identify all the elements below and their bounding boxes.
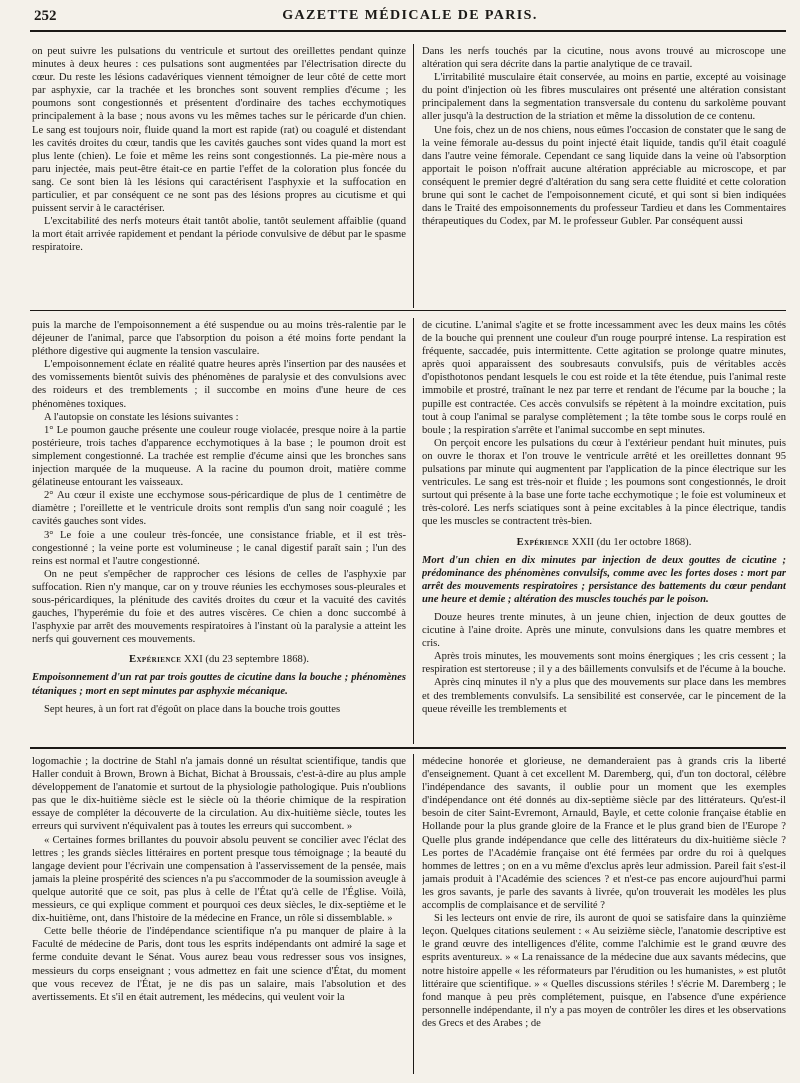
paragraph: logomachie ; la doctrine de Stahl n'a jamais donné un résultat scientifique, tandis que Haller conduit à Brown, Brown à Bichat, Bichat à Broussais, c'est-à-dire au plus ample développement de l'anatomie et surtout de la physiologie pathologique. Puis n'oublions pas que le dix-huitième siècle est le siècle où la théorie chimique de la respiration essaye de compléter la découverte de la circulation. Au dix-huitième siècle, toutes les erreurs qui survivent n'équivalent pas à toutes les erreurs qui succombent. » bbox=[32, 756, 406, 833]
paragraph: 1° Le poumon gauche présente une couleur rouge violacée, presque noire à la partie postérieure, trois taches d'apparence ecchymotiques à la base ; le poumon droit est simplement congestionné. La trachée est remplie d'écume ainsi que les bronches sans injection marquée de la muqueuse. A la racine du poumon droit, matière comme gélatineuse entourant les vaisseaux. bbox=[32, 424, 406, 489]
page-number: 252 bbox=[34, 8, 57, 24]
bottom-right-column bbox=[422, 755, 786, 1075]
paragraph: L'excitabilité des nerfs moteurs était tantôt abolie, tantôt seulement affaiblie (quand la mort était arrivée rapidement et pendant la période convulsive de début par le spasme respiratoire. bbox=[32, 216, 406, 254]
paragraph: Cette belle théorie de l'indépendance scientifique n'a pu manquer de plaire à la Faculté de médecine de Paris, dont tous les esprits indépendants ont admiré la sage et ferme conduite devant le Sénat. Vous aurez beau vous redresser sous vos insignes, messieurs du corps enseignant ; vous admettez en fait une science d'État, du moment que vous recevez de l'État, je ne dis pas un salaire, mais l'absolution et des avertissements. Et s'il en était autrement, les médecins, qui veulent voir la bbox=[32, 926, 406, 1003]
paragraph: Sept heures, à un fort rat d'égoût on place dans la bouche trois gouttes bbox=[44, 703, 341, 715]
paragraph: 3° Le foie a une couleur très-foncée, une consistance friable, et il est très-congestionné ; la veine porte est volumineuse ; le canal digestif paraît sain ; l'un des reins est normal et l'autre congestionné. bbox=[32, 529, 406, 567]
paragraph: Une fois, chez un de nos chiens, nous eûmes l'occasion de constater que le sang de la veine fémorale au-dessus du point injecté était liquide, tandis qu'il était coagulé dans l'autre veine fémorale. Cependant ce sang liquide dans la veine où l'absorption apportait le poison n'offrait aucune altération appréciable au microscope, et par conséquent le premier degré d'altération du sang sera cette fluidité et cette coloration brune qui sont le cachet de l'empoisonnement cicuté, et qui sont si bien indiquées dans le Traité des empoisonnements du professeur Tardieu et dans les Commentaires thérapeutiques du Codex, par M. le professeur Gubler. Par conséquent aussi bbox=[422, 124, 786, 228]
paragraph: 2° Au cœur il existe une ecchymose sous-péricardique de plus de 1 centimètre de diamètre ; l'oreillette et le ventricule droits sont remplis d'un sang noir coagulé ; les cavités gauches sont vides. bbox=[32, 490, 406, 528]
experiment-label: Expérience bbox=[516, 536, 569, 548]
column-divider-top bbox=[413, 44, 414, 308]
paragraph: puis la marche de l'empoisonnement a été suspendue ou au moins très-ralentie par le déjeuner de l'animal, parce que l'absorption du poison a été moins forte pendant la pléthore digestive qui augmente la tension vasculaire. bbox=[32, 320, 406, 358]
middle-right-column bbox=[422, 319, 786, 743]
experiment-title: Empoisonnement d'un rat par trois gouttes de cicutine dans la bouche ; phénomènes tétaniques ; mort en sept minutes par asphyxie mécanique. bbox=[32, 672, 406, 697]
experiment-number: XXII (du 1er octobre 1868). bbox=[571, 536, 692, 548]
paragraph: On perçoit encore les pulsations du cœur à l'extérieur pendant huit minutes, puis on ouvre le thorax et l'on trouve le ventricule arrêté et les oreillettes donnant 95 pulsations par minute qui augmentent par l'application de la pince électrique sur les ventricules. Le sang est très-noir et fluide ; les poumons sont congestionnés, le droit surtout qui présente à la base une forte tache ecchymotique ; le foie est volumineux et très-coloré. Les nerfs sciatiques sont à peine excitables à la pince électrique, tandis que les muscles se contractent très-bien. bbox=[422, 437, 786, 528]
paragraph: L'empoisonnement éclate en réalité quatre heures après l'insertion par des nausées et des vomissements bientôt suivis des phénomènes de paralysie et des convulsions avec des roideurs et des tremblements ; il succombe en moins d'une heure de ces phénomènes toxiques. bbox=[32, 359, 406, 410]
journal-title: GAZETTE MÉDICALE DE PARIS. bbox=[282, 8, 538, 23]
paragraph: médecine honorée et glorieuse, ne demanderaient pas à grands cris la liberté d'enseignement. Quant à cet excellent M. Daremberg, qui, d'un ton doctoral, célèbre l'indépendance des savants, il oublie pour un moment que les exemples d'indépendance ont été donnés au dix-septième siècle par des littérateurs. Qu'est-il besoin de citer Saint-Evremont, Arnauld, Bayle, et cette colonie française établie en Hollande pour la plus grande gloire de la France et le plus grand bien de l'Europe ? Quelle plus grande indépendance que celle des littérateurs du dix-huitième siècle ? Les portes de l'Académie française ont été fermées par ordre du roi à quelques hommes de lettres ; on en a vu même d'exclus après leur admission. Pareil fait s'est-il jamais produit à l'Académie des sciences ? et n'est-ce pas encore aujourd'hui parmi les gros savants, je parle des savants à livrée, qu'on trouverait les modèles les plus accomplis de complaisance et de servilité ? bbox=[422, 756, 786, 912]
paragraph: Douze heures trente minutes, à un jeune chien, injection de deux gouttes de cicutine à l'aine droite. Après une minute, convulsions dans les quatre membres et cris. bbox=[422, 611, 786, 650]
column-divider-middle bbox=[413, 318, 414, 744]
experiment-title: Mort d'un chien en dix minutes par injection de deux gouttes de cicutine ; prédominance des phénomènes convulsifs, comme avec les fortes doses : mort par arrêt des mouvements respiratoires ; persistance des battements du cœur pendant une heure et demie ; altération des muscles touchés par le poison. bbox=[422, 554, 786, 605]
paragraph: de cicutine. L'animal s'agite et se frotte incessamment avec les deux mains les côtés de la bouche qui prennent une couleur d'un rouge pourpré intense. La respiration est fréquente, saccadée, puis intermittente. Cette agitation se prolonge quatre minutes, après quoi apparaissent des soubresauts convulsifs, puis de véritables accès d'opisthotonos pendant lesquels le cou est roide et la tête étendue, puis l'animal reste immobile et prostré, traînant le nez par terre et rendant de l'écume par la bouche ; la pupille est contractée. Ces accès convulsifs se répètent à la moindre excitation, puis tout à coup l'animal se paralyse complètement ; la tête tombe sous le corps roulé en boule ; la respiration s'arrête et l'animal succombe en sept minutes. bbox=[422, 320, 786, 436]
paragraph: Après cinq minutes il n'y a plus que des mouvements sur place dans les membres et des tremblements convulsifs. La sensibilité est conservée, car le pincement de la queue réveille les tremblements et bbox=[422, 677, 786, 715]
experiment-label: Expérience bbox=[129, 654, 182, 666]
middle-left-column bbox=[32, 319, 406, 743]
section-rule-1 bbox=[30, 310, 786, 311]
bottom-left-column bbox=[32, 755, 406, 1075]
paragraph: Si les lecteurs ont envie de rire, ils auront de quoi se satisfaire dans la quinzième leçon. Quelques citations seulement : « Au seizième siècle, l'anatomie descriptive est le grand œuvre des intelligences d'élite, comme l'alchimie est le grand œuvre des esprits aventureux. » « La renaissance de la médecine due aux savants médecins, que notre histoire appelle « les réformateurs par l'érudition ou les humanistes, » est plutôt littéraire que scientifique. » « Quelles discussions stériles ! s'écrie M. Daremberg ; le fond manque à peu près complétement, puisque, en l'absence d'une expérience personnelle indépendante, il n'y a pas moyen de contrôler les dires et les observations des Grecs et des Arabes ; de bbox=[422, 913, 786, 1029]
column-divider-bottom bbox=[413, 754, 414, 1074]
paragraph: Dans les nerfs touchés par la cicutine, nous avons trouvé au microscope une altération qui sera décrite dans la partie analytique de ce travail. bbox=[422, 46, 786, 71]
experiment-number: XXI (du 23 septembre 1868). bbox=[183, 654, 309, 666]
page-header bbox=[34, 8, 786, 30]
header-rule bbox=[30, 30, 786, 32]
paragraph: A l'autopsie on constate les lésions suivantes : bbox=[44, 411, 239, 423]
paragraph: Après trois minutes, les mouvements sont moins énergiques ; les cris cessent ; la respiration est stertoreuse ; il y a des bâillements convulsifs et de l'écume à la bouche. bbox=[422, 651, 786, 676]
paragraph: on peut suivre les pulsations du ventricule et surtout des oreillettes pendant quinze minutes à deux heures : ces pulsations sont augmentées par l'électrisation directe du cœur. Du reste les lésions cadavériques viennent témoigner de leur côté de cette mort par asphyxie, car la trachée et les bronches sont souvent remplies d'écume ; les poumons sont congestionnés et présentent d'ordinaire des taches ecchymotiques principalement à la base ; nous avons vu les mêmes taches sur le péricarde d'un chien. Le sang est toujours noir, fluide quand la mort est rapide (rat) ou coagulé et distendant les cavités droites du cœur, tandis que les cavités gauches sont vides quand la mort est plus lente (chien). Le foie et même les reins sont congestionnés. La pie-mère nous a paru injectée, mais peut-être était-ce en partie l'effet de la coloration plus foncée du sang. Ce sont bien là les lésions qui caractérisent l'asphyxie et la suffocation en particulier, et par conséquent ce ne sont pas des lésions propres au cicutisme et qui puissent servir à le caractériser. bbox=[32, 46, 406, 215]
top-right-column bbox=[422, 45, 786, 307]
top-left-column bbox=[32, 45, 406, 307]
paragraph: L'irritabilité musculaire était conservée, au moins en partie, excepté au voisinage du point d'injection où les fibres musculaires ont présenté une altération consistant principalement dans la segmentation transversale du contenu du sarkolème pouvant aller jusqu'à la destruction de la striation et même la dissolution de ce contenu. bbox=[422, 72, 786, 123]
paragraph: On ne peut s'empêcher de rapprocher ces lésions de celles de l'asphyxie par suffocation. Rien n'y manque, car on y trouve réunies les ecchymoses sous-pleurales et sous-péricardiques, la plénitude des cavités droites du cœur et la vacuité des cavités gauches, l'hyperémie du foie et des autres viscères. Ce chien a donc succombé à l'asphyxie par arrêt des mouvements respiratoires à l'instant où la paralysie a atteint les nerfs qui gouvernent ces mouvements. bbox=[32, 568, 406, 646]
paragraph: « Certaines formes brillantes du pouvoir absolu peuvent se concilier avec l'éclat des lettres ; les grands siècles littéraires en portent presque tous témoignage ; la beauté du langage devient pour l'écrivain une compensation à l'asservissement de la pensée, mais jamais la pleine prospérité des sciences n'a pu s'accommoder de la soumission aveugle à quelque autorité que ce soit, pas plus à celle de l'État qu'à celle de l'Église. Voilà, messieurs, ce qui explique comment et pourquoi ces deux siècles, le dix-septième et le dix-huitième, ont, dans l'histoire de la médecine en France, un rôle si dissemblable. » bbox=[32, 834, 406, 925]
experiment-heading bbox=[422, 536, 786, 549]
section-rule-2 bbox=[30, 747, 786, 749]
experiment-heading bbox=[32, 653, 406, 666]
